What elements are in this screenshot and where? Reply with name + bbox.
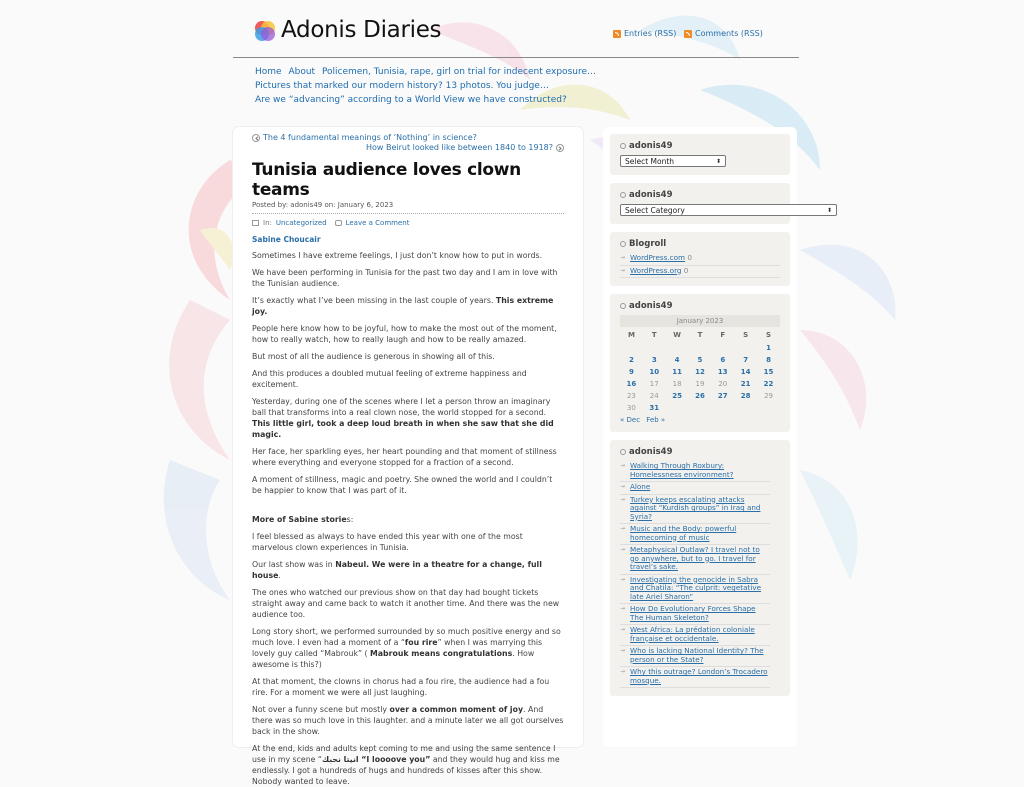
bullet-icon [620,192,626,198]
list-item [620,575,770,605]
calendar-day [711,402,734,414]
calendar-day[interactable]: 16 [626,380,637,388]
nav-about[interactable]: About [288,67,316,77]
list-item [620,604,770,625]
list-item [620,482,770,495]
recent-post-link[interactable]: West Africa: La prédation coloniale française et occidentale. [630,625,755,643]
folder-icon [252,220,259,226]
recent-posts-widget [610,440,790,696]
page-header-wrap [233,0,799,107]
calendar-day [620,342,643,354]
calendar-day: 30 [626,404,636,412]
calendar-day[interactable]: 14 [740,368,751,376]
calendar-day-header: S [766,331,772,339]
calendar-day-header: F [720,331,726,339]
blogroll-link[interactable]: WordPress.com [630,253,686,262]
calendar-day[interactable]: 9 [628,368,634,376]
calendar-day[interactable]: 11 [672,368,682,376]
widget-title: Blogroll [629,239,667,249]
calendar-next-link[interactable]: Feb » [646,416,666,424]
calendar-day[interactable]: 4 [674,356,680,364]
nav-page-world-view[interactable]: Are we “advancing” according to a World View we have constructed? [255,95,567,105]
recent-post-link[interactable]: Alone [630,482,651,491]
calendar-day[interactable]: 27 [717,392,728,400]
previous-arrow-icon [252,134,260,142]
list-item [620,461,770,482]
main-content [233,127,583,786]
paragraph: Sometimes I have extreme feelings, I just don’t know how to put in words. [252,251,543,260]
recent-post-link[interactable]: Metaphysical Outlaw? I travel not to go anywhere, but to go. I travel for travel’s sake. [630,545,760,571]
calendar-widget [610,294,790,432]
paragraph: But most of all the audience is generous in showing all of this. [252,352,495,361]
recent-post-link[interactable]: Why this outrage? London’s Trocadero mosque. [630,667,768,685]
in-label: In: [263,219,272,227]
calendar-day[interactable]: 13 [717,368,728,376]
calendar-day[interactable]: 25 [672,392,682,400]
calendar-day[interactable]: 8 [766,356,771,364]
list-item [620,667,770,688]
calendar-day [689,402,712,414]
rss-icon [613,30,621,38]
site-title[interactable]: Adonis Diaries [281,17,442,43]
paragraph: I feel blessed as always to have ended this year with one of the most marvelous clown experiences in Tunisia. [252,532,523,552]
paragraph: Not over a funny scene but mostly over a common moment of joy. And there was so much love in this laughter. and a minute later we all got ourselves back in the show. [252,705,564,736]
calendar-caption: January 2023 [620,315,780,327]
top-navigation [233,58,799,107]
list-item: → WordPress.org 0 [620,266,780,279]
recent-post-link[interactable]: How Do Evolutionary Forces Shape The Human Skeleton? [630,604,756,622]
bullet-icon [620,241,626,247]
rss-entries-link[interactable] [613,29,676,38]
select-category-dropdown[interactable]: Select Category ⬍ [620,204,837,216]
recent-post-link[interactable]: Walking Through Roxbury: Homelessness environment? [630,461,734,479]
paragraph: And this produces a doubled mutual feeling of extreme happiness and excitement. [252,369,527,389]
archives-widget [610,134,790,175]
calendar-nav [620,416,780,424]
calendar-day [757,402,780,414]
widget-title: adonis49 [629,301,673,311]
widget-title: adonis49 [629,190,673,200]
calendar-day[interactable]: 6 [720,356,726,364]
category-link[interactable]: Uncategorized [275,219,327,227]
calendar-day: 29 [764,392,773,400]
calendar-day[interactable]: 22 [763,380,774,388]
dropdown-arrows-icon: ⬍ [826,206,832,214]
bullet-icon [620,303,626,309]
list-item [620,646,770,667]
next-arrow-icon [556,144,564,152]
calendar-day[interactable]: 5 [697,356,703,364]
calendar-day: 18 [672,380,682,388]
comment-icon [335,220,342,226]
paragraph: People here know how to be joyful, how to make the most out of the moment, how to really watch, how to really laugh and how to be really amazed. [252,324,557,344]
calendar-day-header: T [697,331,703,339]
leave-comment-link[interactable]: Leave a Comment [345,219,410,227]
categories-widget [610,183,832,224]
calendar-prev-link[interactable]: « Dec [620,416,641,424]
calendar-day[interactable]: 3 [651,356,657,364]
next-post-link[interactable]: How Beirut looked like between 1840 to 1918? [365,143,553,152]
rss-comments-link[interactable] [684,29,763,38]
post-navigation [252,133,564,153]
calendar-day-header: M [627,331,635,339]
calendar-day: 23 [626,392,636,400]
recent-post-link[interactable]: Who is lacking National Identity? The person or the State? [630,646,764,664]
nav-page-policemen[interactable]: Policemen, Tunisia, rape, girl on trial for indecent exposure… [321,67,596,77]
calendar-day[interactable]: 12 [695,368,705,376]
calendar-day[interactable]: 1 [766,344,771,352]
paragraph: Our last show was in Nabeul. We were in a theatre for a change, full house. [252,560,542,580]
paragraph: Long story short, we performed surrounded by so much positive energy and so much love. I even had a moment of a “fou rire” when I was marrying this lovely guy called “Mabrouk” ( Mabrouk means congratulations. How awesome is this?) [252,627,561,669]
list-item [620,495,770,525]
paragraph: At the end, kids and adults kept coming to me and using the same sentence I use in my scene “انيتا نحبك “I loooove you” and they would hug and kiss me endlessly. I got a hundreds of hugs and hundreds of kisses after this show. Nobody wanted to leave. [252,744,560,786]
rss-icon [684,30,692,38]
site-logo-icon[interactable] [253,19,277,43]
calendar-day[interactable]: 31 [649,404,660,412]
paragraph: More of Sabine stories: [252,515,354,524]
site-header [233,0,799,58]
calendar-day[interactable]: 2 [628,356,634,364]
blogroll-list [620,253,780,278]
bullet-icon [620,143,626,149]
post-author[interactable]: Sabine Choucair [252,235,321,244]
rss-entries-label: Entries (RSS) [624,29,677,38]
calendar-day [734,342,757,354]
calendar-day[interactable]: 15 [763,368,774,376]
rss-comments-label: Comments (RSS) [695,29,763,38]
list-item [620,625,770,646]
list-item [620,545,770,575]
blogroll-widget [610,232,790,286]
paragraph: We have been performing in Tunisia for the past two day and I am in love with the Tunisian audience. [252,268,558,288]
recent-post-link[interactable]: Turkey keeps escalating attacks against “Kurdish groups” in Iraq and Syria? [630,494,761,521]
widget-title: adonis49 [629,141,673,151]
calendar-day-header: S [743,331,749,339]
list-item: → WordPress.com 0 [620,253,780,266]
calendar-day-header: T [651,331,657,339]
list-item [620,524,770,545]
calendar-day-header: W [673,331,681,339]
calendar-day [643,342,666,354]
calendar-day: 19 [695,380,705,388]
dropdown-arrows-icon: ⬍ [715,157,721,165]
calendar-table [620,315,780,414]
paragraph: Yesterday, during one of the scenes where I let a person throw an imaginary ball that transforms into a real clown nose, the world stopped for a second. This little girl, took a deep loud breath in when she saw that she did magic. [252,397,554,439]
paragraph: The ones who watched our previous show on that day had bought tickets straight away and came back to watch it another time. And there was the new audience too. [252,588,560,619]
recent-posts-list [620,461,770,688]
post-meta: Posted by: adonis49 on: January 6, 2023 [252,201,564,214]
calendar-day: 17 [649,380,659,388]
calendar-day [666,402,689,414]
blogroll-link[interactable]: WordPress.org [630,265,682,275]
previous-post-link[interactable]: The 4 fundamental meanings of ‘Nothing’ in science? [263,133,477,142]
calendar-day[interactable]: 21 [740,380,751,388]
calendar-day[interactable]: 26 [695,392,705,400]
paragraph: At that moment, the clowns in chorus had a fou rire, the audience had a fou rire. For a moment we were all just laughing. [252,677,550,697]
widget-title: adonis49 [629,447,673,457]
calendar-day [689,342,712,354]
recent-post-link[interactable]: Investigating the genocide in Sabra and Chatila: “The culprit: vegetative late Ariel Sharon” [630,574,761,601]
calendar-day [734,402,757,414]
paragraph: A moment of stillness, magic and poetry. She owned the world and I couldn’t be happier to know that I was part of it. [252,475,553,495]
paragraph: Her face, her sparkling eyes, her heart pounding and that moment of stillness where everything and everyone stopped for a fraction of a second. [252,447,557,467]
post-content [252,250,564,787]
calendar-day[interactable]: 10 [649,368,660,376]
post-title[interactable]: Tunisia audience loves clown teams [252,160,521,200]
paragraph: It’s exactly what I’ve been missing in the last couple of years. This extreme joy. [252,296,554,316]
bullet-icon [620,449,626,455]
nav-page-pictures[interactable]: Pictures that marked our modern history? 13 photos. You judge… [255,81,549,91]
select-month-dropdown[interactable]: Select Month ⬍ [620,155,726,167]
calendar-day: 20 [718,380,728,388]
calendar-day [711,342,734,354]
recent-post-link[interactable]: Music and the Body: powerful homecoming of music [630,524,737,542]
nav-home[interactable]: Home [255,67,282,77]
calendar-day [666,342,689,354]
sidebar [603,127,832,747]
calendar-day[interactable]: 28 [740,392,751,400]
calendar-day[interactable]: 7 [743,356,749,364]
calendar-day: 24 [649,392,659,400]
post-categories [252,219,564,227]
